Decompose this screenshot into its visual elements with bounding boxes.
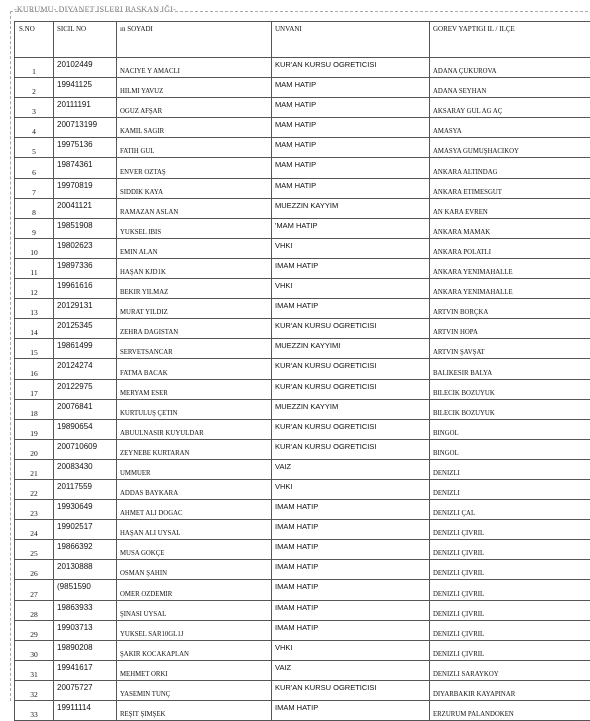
cell-sicil: 19941617 xyxy=(54,660,117,680)
table-row xyxy=(15,660,590,680)
cell-unvan: MAM HATIP xyxy=(272,178,430,198)
table-row xyxy=(15,399,590,419)
cell-sicil: 19975136 xyxy=(54,138,117,158)
cell-unvan: VHKI xyxy=(272,640,430,660)
cell-unvan: MUEZZIN KAYYIMI xyxy=(272,339,430,359)
cell-sicil: 20130888 xyxy=(54,560,117,580)
table-row xyxy=(15,138,590,158)
cell-no: 14 xyxy=(15,319,54,339)
cell-gorev: BINGOL xyxy=(430,419,590,439)
cell-sicil: (9851590 xyxy=(54,580,117,600)
table-row xyxy=(15,701,590,721)
table-row xyxy=(15,560,590,580)
cell-name: UMMUER xyxy=(117,459,272,479)
cell-sicil: 20102449 xyxy=(54,58,117,78)
cell-sicil: 20075727 xyxy=(54,680,117,700)
table-row xyxy=(15,198,590,218)
cell-no: 8 xyxy=(15,198,54,218)
cell-name: FATIH GUL xyxy=(117,138,272,158)
table-row xyxy=(15,359,590,379)
cell-unvan: MUEZZIN KAYYIM xyxy=(272,399,430,419)
cell-no: 30 xyxy=(15,640,54,660)
cell-no: 5 xyxy=(15,138,54,158)
cell-sicil: 19961616 xyxy=(54,279,117,299)
cell-name: YASEMIN TUNÇ xyxy=(117,680,272,700)
cell-unvan: MAM HATIP xyxy=(272,118,430,138)
cell-unvan: IMAM HATIP xyxy=(272,500,430,520)
table-row xyxy=(15,118,590,138)
table-row xyxy=(15,439,590,459)
cell-gorev: BALIKESIR BALYA xyxy=(430,359,590,379)
page-border-left xyxy=(10,11,11,701)
table-row xyxy=(15,258,590,278)
table-row xyxy=(15,319,590,339)
cell-gorev: ARTVIN ŞAVŞAT xyxy=(430,339,590,359)
cell-name: HAŞAN ALI UYSAL xyxy=(117,520,272,540)
cell-name: ZEHRA DAGISTAN xyxy=(117,319,272,339)
cell-gorev: AMASYA GUMUŞHACIKOY xyxy=(430,138,590,158)
header-row xyxy=(15,22,590,58)
cell-no: 7 xyxy=(15,178,54,198)
cell-no: 20 xyxy=(15,439,54,459)
cell-no: 15 xyxy=(15,339,54,359)
cell-name: MERYAM ESER xyxy=(117,379,272,399)
cell-gorev: AN KARA EVREN xyxy=(430,198,590,218)
cell-name: BEKIR YILMAZ xyxy=(117,279,272,299)
cell-unvan: IMAM HATIP xyxy=(272,620,430,640)
cell-name: ADDAS BAYKARA xyxy=(117,479,272,499)
table-row xyxy=(15,419,590,439)
cell-gorev: ERZURUM PALANDOKEN xyxy=(430,701,590,721)
cell-unvan: MAM HATIP xyxy=(272,158,430,178)
cell-no: 13 xyxy=(15,299,54,319)
cell-sicil: 20041121 xyxy=(54,198,117,218)
cell-sicil: 19890654 xyxy=(54,419,117,439)
table-row xyxy=(15,379,590,399)
cell-name: OSMAN ŞAHIN xyxy=(117,560,272,580)
cell-name: MURAT YILDIZ xyxy=(117,299,272,319)
cell-gorev: DENIZLI xyxy=(430,479,590,499)
table-row xyxy=(15,640,590,660)
cell-gorev: DENIZLI ÇIVRIL xyxy=(430,640,590,660)
cell-gorev: ANKARA POLATLI xyxy=(430,238,590,258)
cell-name: ZEYNEBE KURTARAN xyxy=(117,439,272,459)
cell-gorev: BILECIK BOZUYUK xyxy=(430,379,590,399)
cell-unvan: IMAM HATIP xyxy=(272,540,430,560)
table-row xyxy=(15,520,590,540)
cell-sicil: 20124274 xyxy=(54,359,117,379)
cell-gorev: ANKARA YENIMAHALLE xyxy=(430,279,590,299)
document-title: -KURUMU- DIYANET ISLERI BASKAN IĞI- xyxy=(14,5,176,14)
cell-unvan: KUR'AN KURSU OGRETICISI xyxy=(272,680,430,700)
table-row xyxy=(15,158,590,178)
cell-no: 9 xyxy=(15,218,54,238)
cell-sicil: 19861499 xyxy=(54,339,117,359)
table-body xyxy=(15,58,590,721)
cell-no: 17 xyxy=(15,379,54,399)
cell-no: 23 xyxy=(15,500,54,520)
cell-no: 28 xyxy=(15,600,54,620)
cell-unvan: IMAM HATIP xyxy=(272,580,430,600)
cell-gorev: DENIZLI ÇIVRIL xyxy=(430,540,590,560)
cell-no: 31 xyxy=(15,660,54,680)
cell-name: ŞAKIR KOCAKAPLAN xyxy=(117,640,272,660)
cell-name: YUKSEL IBIS xyxy=(117,218,272,238)
cell-sicil: 19851908 xyxy=(54,218,117,238)
cell-unvan: MAM HATIP xyxy=(272,78,430,98)
table-row xyxy=(15,540,590,560)
cell-sicil: 19930649 xyxy=(54,500,117,520)
header-unvan: UNVANI xyxy=(272,22,430,58)
cell-no: 33 xyxy=(15,701,54,721)
cell-name: REŞIT ŞIMŞEK xyxy=(117,701,272,721)
cell-unvan: KUR'AN KURSU OGRETICISI xyxy=(272,439,430,459)
cell-name: ABUULNASIR KUYULDAR xyxy=(117,419,272,439)
table-row xyxy=(15,299,590,319)
cell-unvan: KUR'AN KURSU OGRETICISI xyxy=(272,319,430,339)
cell-sicil: 19970819 xyxy=(54,178,117,198)
cell-sicil: 19890208 xyxy=(54,640,117,660)
cell-sicil: 200713199 xyxy=(54,118,117,138)
cell-sicil: 19911114 xyxy=(54,701,117,721)
cell-unvan: VAIZ xyxy=(272,660,430,680)
cell-gorev: ANKARA ALTINDAG xyxy=(430,158,590,178)
cell-unvan: VHKI xyxy=(272,279,430,299)
cell-sicil: 20111191 xyxy=(54,98,117,118)
cell-no: 1 xyxy=(15,58,54,78)
cell-unvan: IMAM HATIP xyxy=(272,520,430,540)
cell-name: HAŞAN KJD1K xyxy=(117,258,272,278)
cell-sicil: 20117559 xyxy=(54,479,117,499)
cell-name: KAMIL SAGIR xyxy=(117,118,272,138)
cell-sicil: 19897336 xyxy=(54,258,117,278)
cell-gorev: DENIZLI ÇIVRIL xyxy=(430,560,590,580)
cell-gorev: ADANA SEYHAN xyxy=(430,78,590,98)
table-row xyxy=(15,680,590,700)
cell-sicil: 19866392 xyxy=(54,540,117,560)
cell-gorev: AKSARAY GUL AG AÇ xyxy=(430,98,590,118)
cell-no: 29 xyxy=(15,620,54,640)
cell-unvan: VHKI xyxy=(272,479,430,499)
table-row xyxy=(15,178,590,198)
table-row xyxy=(15,339,590,359)
cell-gorev: DENIZLI ÇIVRIL xyxy=(430,620,590,640)
cell-sicil: 19903713 xyxy=(54,620,117,640)
cell-sicil: 20125345 xyxy=(54,319,117,339)
cell-no: 24 xyxy=(15,520,54,540)
cell-sicil: 20129131 xyxy=(54,299,117,319)
cell-unvan: KUR'AN KURSU OGRETICISI xyxy=(272,58,430,78)
cell-name: AHMET ALI DOGAC xyxy=(117,500,272,520)
cell-unvan: IMAM HATIP xyxy=(272,701,430,721)
table-row xyxy=(15,600,590,620)
table-row xyxy=(15,279,590,299)
header-no: S.NO xyxy=(15,22,54,58)
cell-name: KURTULUŞ ÇETIN xyxy=(117,399,272,419)
cell-gorev: ARTVIN BORÇKA xyxy=(430,299,590,319)
cell-unvan: IMAM HATIP xyxy=(272,600,430,620)
cell-gorev: ADANA ÇUKUROVA xyxy=(430,58,590,78)
cell-unvan: KUR'AN KURSU OGRETICISI xyxy=(272,379,430,399)
cell-name: OGUZ AFŞAR xyxy=(117,98,272,118)
table-row xyxy=(15,238,590,258)
table-row xyxy=(15,620,590,640)
cell-gorev: AMASYA xyxy=(430,118,590,138)
cell-no: 22 xyxy=(15,479,54,499)
cell-name: FATMA BACAK xyxy=(117,359,272,379)
cell-name: SERVETSANCAR xyxy=(117,339,272,359)
cell-no: 19 xyxy=(15,419,54,439)
cell-no: 27 xyxy=(15,580,54,600)
cell-gorev: DENIZLI ÇIVRIL xyxy=(430,600,590,620)
cell-sicil: 20122975 xyxy=(54,379,117,399)
cell-name: ENVER OZTAŞ xyxy=(117,158,272,178)
cell-name: YUKSEL SAR10GL1J xyxy=(117,620,272,640)
cell-gorev: BILECIK BOZUYUK xyxy=(430,399,590,419)
cell-gorev: DENIZLI xyxy=(430,459,590,479)
cell-gorev: DENIZLI ÇAL xyxy=(430,500,590,520)
cell-gorev: BINGOL xyxy=(430,439,590,459)
cell-no: 3 xyxy=(15,98,54,118)
cell-sicil: 20083430 xyxy=(54,459,117,479)
cell-gorev: DIYARBAKIR KAYAPINAR xyxy=(430,680,590,700)
cell-sicil: 19941125 xyxy=(54,78,117,98)
cell-no: 16 xyxy=(15,359,54,379)
cell-unvan: IMAM HATIP xyxy=(272,258,430,278)
page-border-top xyxy=(10,11,588,12)
cell-sicil: 19902517 xyxy=(54,520,117,540)
table-row xyxy=(15,98,590,118)
cell-no: 18 xyxy=(15,399,54,419)
cell-name: SIDDIK KAYA xyxy=(117,178,272,198)
cell-no: 11 xyxy=(15,258,54,278)
cell-unvan: VHKI xyxy=(272,238,430,258)
cell-name: NACIYE Y AMACLI xyxy=(117,58,272,78)
cell-unvan: VAIZ xyxy=(272,459,430,479)
cell-sicil: 19874361 xyxy=(54,158,117,178)
table-header xyxy=(15,22,590,58)
personnel-table xyxy=(14,21,590,721)
table-row xyxy=(15,459,590,479)
cell-gorev: ANKARA YENIMAHALLE xyxy=(430,258,590,278)
cell-gorev: DENIZLI ÇIVRIL xyxy=(430,520,590,540)
cell-name: OMER OZDEMIR xyxy=(117,580,272,600)
table-row xyxy=(15,479,590,499)
cell-no: 32 xyxy=(15,680,54,700)
cell-gorev: ANKARA ETIMESGUT xyxy=(430,178,590,198)
header-gorev: GOREV YAPTIGI IL / ILÇE xyxy=(430,22,590,58)
cell-sicil: 200710609 xyxy=(54,439,117,459)
cell-unvan: IMAM HATIP xyxy=(272,560,430,580)
cell-unvan: MAM HATIP xyxy=(272,98,430,118)
cell-gorev: DENIZLI ÇIVRIL xyxy=(430,580,590,600)
cell-no: 12 xyxy=(15,279,54,299)
table-row xyxy=(15,218,590,238)
cell-sicil: 20076841 xyxy=(54,399,117,419)
table-row xyxy=(15,58,590,78)
cell-no: 10 xyxy=(15,238,54,258)
cell-sicil: 19863933 xyxy=(54,600,117,620)
cell-no: 2 xyxy=(15,78,54,98)
cell-name: RAMAZAN ASLAN xyxy=(117,198,272,218)
cell-unvan: KUR'AN KURSU OGRETICISI xyxy=(272,359,430,379)
table-row xyxy=(15,580,590,600)
header-name: ın SOYADI xyxy=(117,22,272,58)
cell-no: 4 xyxy=(15,118,54,138)
cell-name: EMIN ALAN xyxy=(117,238,272,258)
cell-name: ŞINASI UYSAL xyxy=(117,600,272,620)
cell-unvan: IMAM HATIP xyxy=(272,299,430,319)
table-row xyxy=(15,500,590,520)
table-row xyxy=(15,78,590,98)
cell-no: 21 xyxy=(15,459,54,479)
cell-unvan: 'MAM HATIP xyxy=(272,218,430,238)
cell-unvan: MAM HATIP xyxy=(272,138,430,158)
cell-no: 6 xyxy=(15,158,54,178)
header-sicil: SICIL NO xyxy=(54,22,117,58)
cell-gorev: ARTVIN HOPA xyxy=(430,319,590,339)
cell-no: 25 xyxy=(15,540,54,560)
cell-sicil: 19802623 xyxy=(54,238,117,258)
cell-gorev: DENIZLI SARAYKOY xyxy=(430,660,590,680)
cell-name: MEHMET ORKI xyxy=(117,660,272,680)
cell-name: HILMI YAVUZ xyxy=(117,78,272,98)
cell-no: 26 xyxy=(15,560,54,580)
cell-unvan: KUR'AN KURSU OGRETICISI xyxy=(272,419,430,439)
cell-unvan: MUEZZIN KAYYIM xyxy=(272,198,430,218)
cell-gorev: ANKARA MAMAK xyxy=(430,218,590,238)
cell-name: MUSA GOKÇE xyxy=(117,540,272,560)
